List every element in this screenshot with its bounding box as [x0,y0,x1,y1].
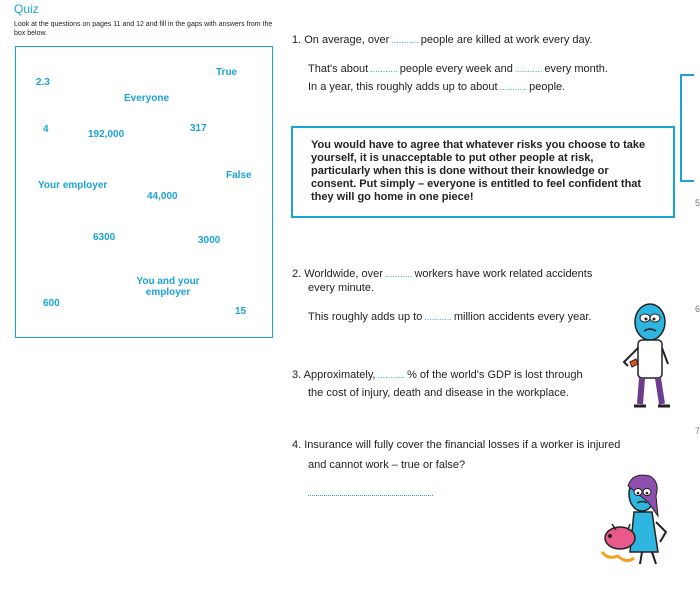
word-false: False [226,170,252,181]
word-3000: 3000 [198,235,221,246]
question-number: 1. [292,34,302,46]
question-2-line-1: 2. Worldwide, over ........... workers have work related accidents [292,268,593,280]
question-2-line-2: every minute. [308,282,375,294]
quiz-title: Quiz [14,2,39,16]
question-number: 4. [292,439,302,451]
blank[interactable]: ........... [391,35,419,45]
margin-mark: 5 [695,198,700,208]
margin-mark: 7 [695,426,700,436]
question-number: 3. [292,369,302,381]
question-1-line-2: That's about ........... people every week and ........... every month. [308,63,608,75]
word-192000: 192,000 [88,129,125,140]
word-everyone: Everyone [124,93,170,104]
blank[interactable]: ........... [370,64,398,74]
question-1-line-1: 1. On average, over ........... people are killed at work every day. [292,34,593,46]
word-2-3: 2.3 [36,77,50,88]
word-4: 4 [43,124,49,135]
statement-text: You would have to agree that whatever risks you choose to take yourself, it is unacceptable to put other people at risk, particularly when this is done without their knowledge or consent. Put simply – everyone is entitled to feel confident that they will go home in one piece! [311,139,646,203]
blank[interactable]: ........... [384,269,413,279]
blank[interactable]: ........... [424,312,452,322]
worried-doctor-illustration [620,300,672,412]
word-600: 600 [43,298,60,309]
margin-mark: 6 [695,304,700,314]
word-15: 15 [235,306,247,317]
question-2-line-3: This roughly adds up to ........... million accidents every year. [308,311,592,323]
statement-box [291,126,675,218]
worried-woman-piggy-bank-illustration [598,472,676,568]
answer-word-box [15,46,273,338]
question-4-line-1: 4. Insurance will fully cover the financial losses if a worker is injured [292,439,621,451]
blank[interactable]: ........... [514,64,543,74]
question-1-line-3: In a year, this roughly adds up to about ........... people. [308,81,566,93]
question-3-line-2: the cost of injury, death and disease in the workplace. [308,387,569,399]
word-6300: 6300 [93,232,116,243]
word-you-and-your-employer: You and your employer [136,276,200,298]
question-4-line-2: and cannot work – true or false? [308,459,466,471]
word-your-employer: Your employer [38,180,108,191]
word-317: 317 [190,123,207,134]
answer-input-line[interactable] [308,494,433,496]
question-number: 2. [292,268,302,280]
question-3-line-1: 3. Approximately, ........... % of the world's GDP is lost through [292,369,583,381]
word-true: True [216,67,238,78]
blank[interactable]: ........... [377,370,406,380]
instructions: Look at the questions on pages 11 and 12 and fill in the gaps with answers from the box below. [14,21,273,37]
cropped-right-box [680,74,694,182]
blank[interactable]: ........... [499,82,528,92]
word-44000: 44,000 [147,191,178,202]
